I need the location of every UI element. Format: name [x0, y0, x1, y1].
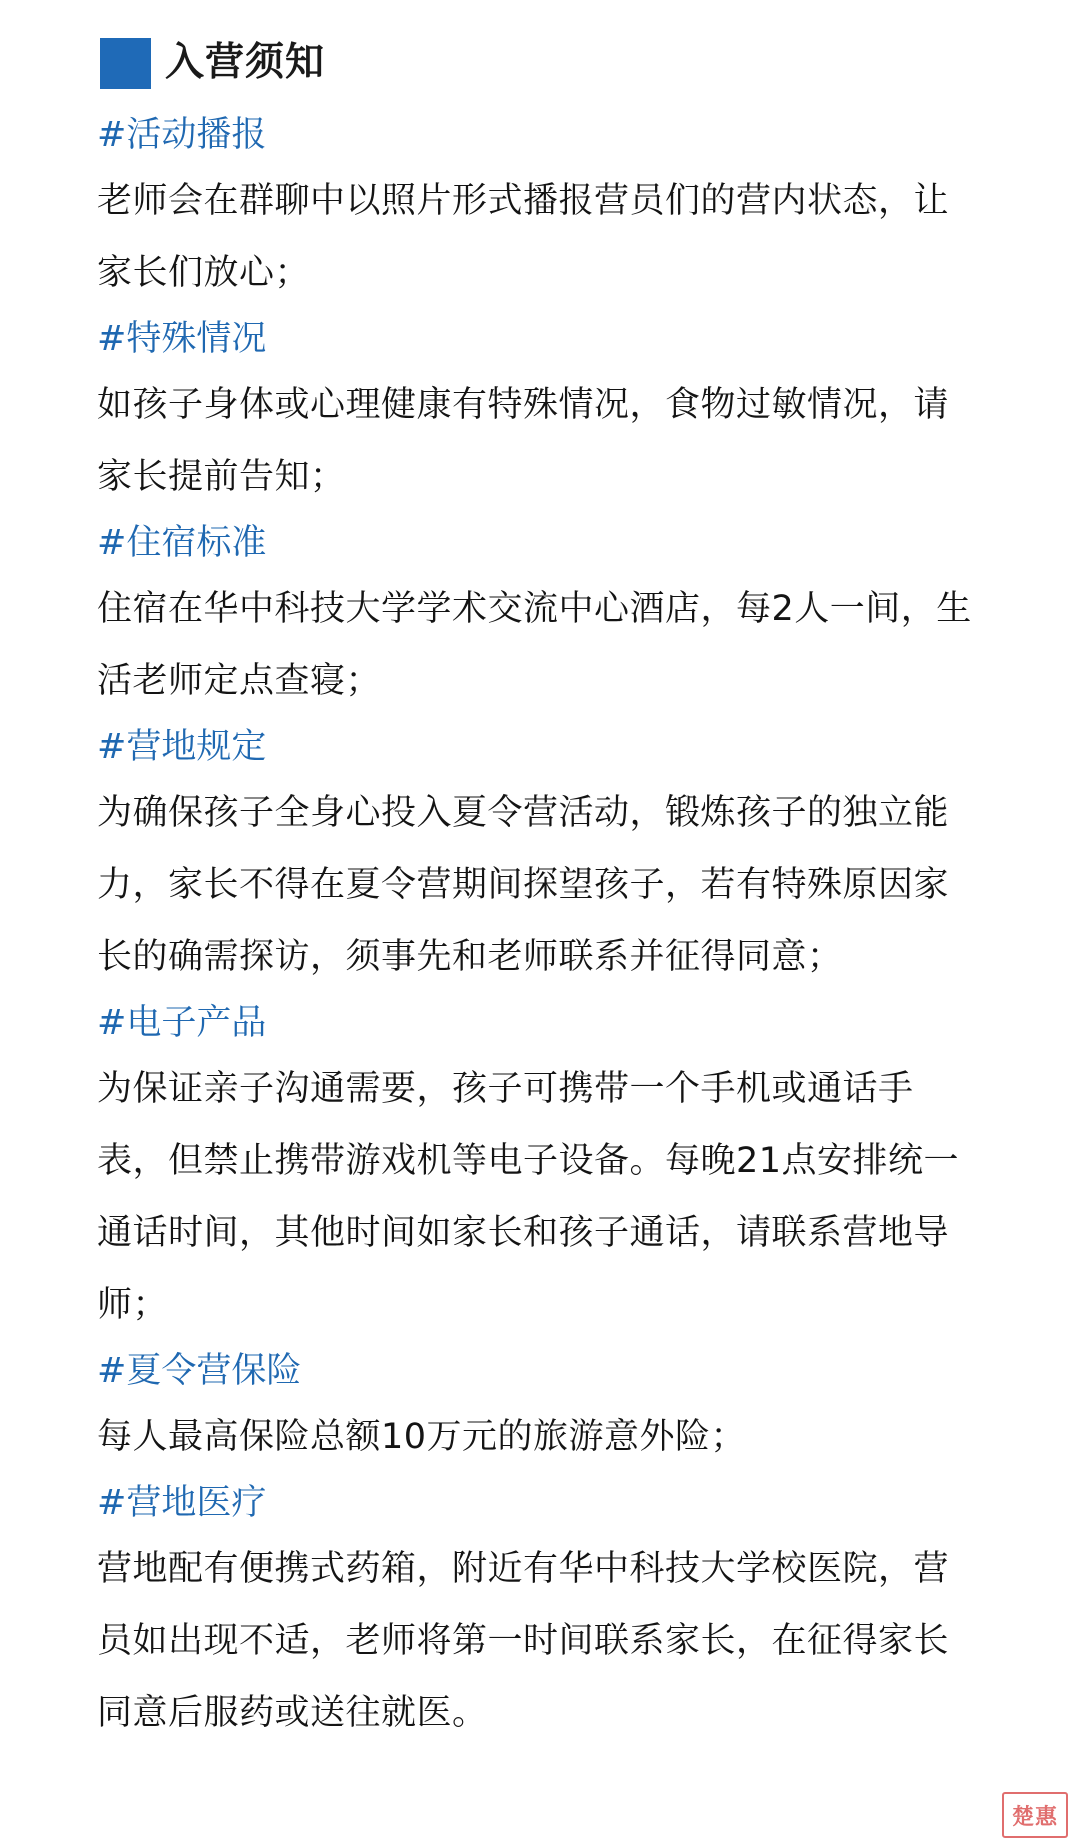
notice-section-insurance: [97, 1341, 977, 1473]
notice-section-broadcast: [97, 105, 977, 309]
blue-square-icon: [100, 38, 151, 89]
section-tag: #活动播报: [97, 115, 267, 155]
section-tag: #住宿标准: [97, 523, 267, 563]
notice-section-accommodation: [97, 513, 977, 717]
notice-content: [97, 105, 977, 1749]
section-tag: #夏令营保险: [97, 1351, 302, 1391]
watermark-stamp: 楚惠: [1002, 1792, 1068, 1838]
section-text: 如孩子身体或心理健康有特殊情况，食物过敏情况，请家长提前告知；: [97, 385, 950, 497]
section-tag: #营地规定: [97, 727, 267, 767]
section-text: 住宿在华中科技大学学术交流中心酒店，每2人一间，生活老师定点查寝；: [97, 589, 972, 701]
section-text: 老师会在群聊中以照片形式播报营员们的营内状态，让家长们放心；: [97, 181, 950, 293]
notice-section-special: [97, 309, 977, 513]
section-text: 营地配有便携式药箱，附近有华中科技大学校医院，营员如出现不适，老师将第一时间联系家长，在征得家长同意后服药或送往就医。: [97, 1549, 950, 1733]
notice-section-medical: [97, 1473, 977, 1749]
notice-section-electronics: [97, 993, 977, 1341]
section-text: 每人最高保险总额10万元的旅游意外险；: [97, 1417, 747, 1457]
page-title: 入营须知: [165, 40, 326, 85]
section-text: 为确保孩子全身心投入夏令营活动，锻炼孩子的独立能力，家长不得在夏令营期间探望孩子，若有特殊原因家长的确需探访，须事先和老师联系并征得同意；: [97, 793, 950, 977]
section-tag: #特殊情况: [97, 319, 267, 359]
notice-section-rules: [97, 717, 977, 993]
section-tag: #电子产品: [97, 1003, 267, 1043]
section-text: 为保证亲子沟通需要，孩子可携带一个手机或通话手表，但禁止携带游戏机等电子设备。每晚21点安排统一通话时间，其他时间如家长和孩子通话，请联系营地导师；: [97, 1069, 960, 1325]
section-header: [100, 36, 325, 90]
section-tag: #营地医疗: [97, 1483, 267, 1523]
